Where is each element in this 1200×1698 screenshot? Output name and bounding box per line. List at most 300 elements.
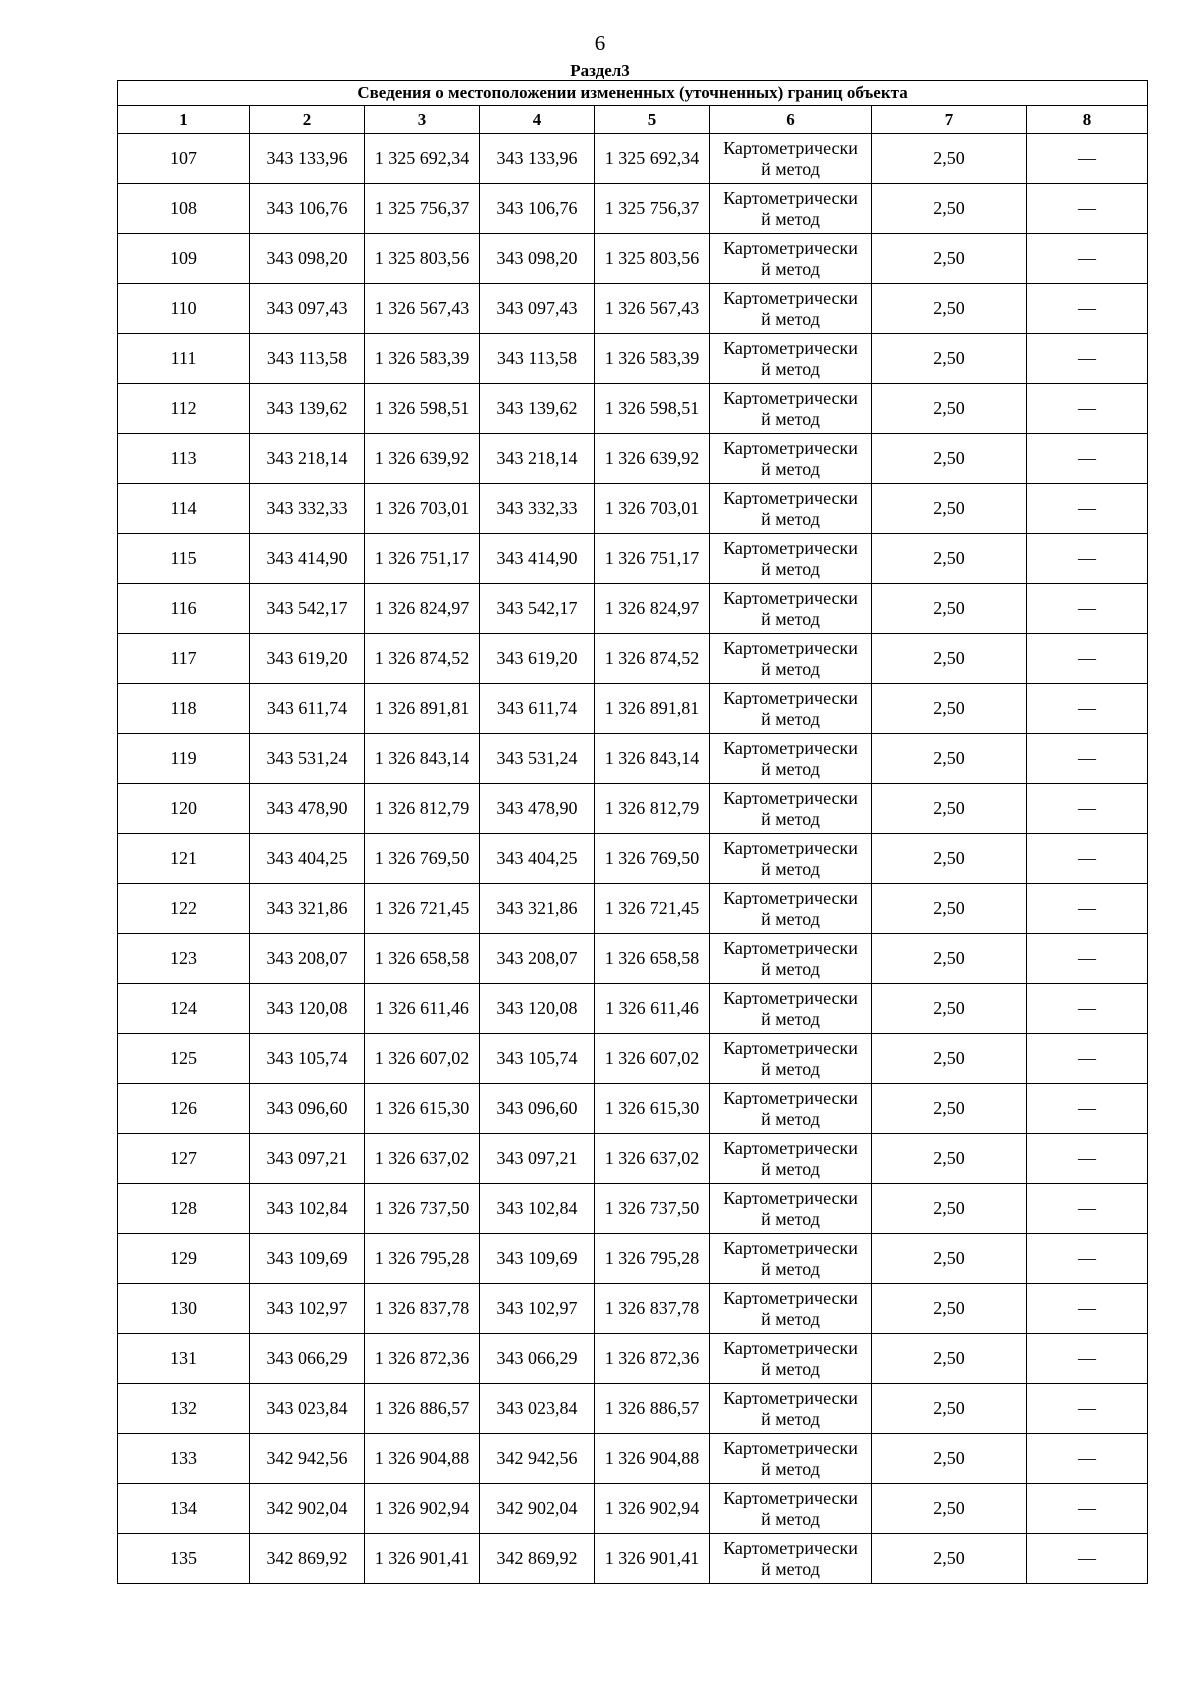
x-new-cell: 343 098,20	[480, 234, 595, 284]
table-row	[118, 1134, 1148, 1184]
x-existing-cell: 343 414,90	[250, 534, 365, 584]
y-new-cell: 1 326 639,92	[595, 434, 710, 484]
y-existing-cell: 1 326 872,36	[365, 1334, 480, 1384]
y-existing-cell: 1 326 703,01	[365, 484, 480, 534]
point-number-cell: 132	[118, 1384, 250, 1434]
table-row	[118, 1034, 1148, 1084]
accuracy-cell: 2,50	[872, 784, 1027, 834]
point-number-cell: 123	[118, 934, 250, 984]
x-existing-cell: 343 321,86	[250, 884, 365, 934]
x-new-cell: 343 332,33	[480, 484, 595, 534]
method-text-line: Картометрически	[723, 237, 858, 258]
y-existing-cell: 1 326 583,39	[365, 334, 480, 384]
x-existing-cell: 343 139,62	[250, 384, 365, 434]
method-text-line: Картометрически	[723, 987, 858, 1008]
point-number-cell: 107	[118, 134, 250, 184]
method-cell	[710, 434, 872, 484]
method-text-line: Картометрически	[723, 487, 858, 508]
description-cell: —	[1027, 1184, 1148, 1234]
method-text-line: й метод	[761, 808, 820, 829]
method-text-line: Картометрически	[723, 1337, 858, 1358]
y-existing-cell: 1 326 886,57	[365, 1384, 480, 1434]
y-new-cell: 1 325 803,56	[595, 234, 710, 284]
point-number-cell: 116	[118, 584, 250, 634]
method-cell	[710, 1134, 872, 1184]
column-number: 2	[250, 106, 365, 134]
boundary-coordinates-table	[117, 80, 1148, 1584]
point-number-cell: 115	[118, 534, 250, 584]
accuracy-cell: 2,50	[872, 884, 1027, 934]
x-existing-cell: 343 332,33	[250, 484, 365, 534]
method-text-line: Картометрически	[723, 1037, 858, 1058]
y-existing-cell: 1 326 812,79	[365, 784, 480, 834]
description-cell: —	[1027, 1434, 1148, 1484]
y-existing-cell: 1 326 824,97	[365, 584, 480, 634]
method-text-line: й метод	[761, 358, 820, 379]
accuracy-cell: 2,50	[872, 1084, 1027, 1134]
y-new-cell: 1 326 583,39	[595, 334, 710, 384]
point-number-cell: 128	[118, 1184, 250, 1234]
y-new-cell: 1 326 901,41	[595, 1534, 710, 1584]
point-number-cell: 131	[118, 1334, 250, 1384]
table-row	[118, 684, 1148, 734]
y-existing-cell: 1 326 721,45	[365, 884, 480, 934]
x-new-cell: 343 218,14	[480, 434, 595, 484]
table-row	[118, 1284, 1148, 1334]
table-row	[118, 284, 1148, 334]
x-existing-cell: 342 902,04	[250, 1484, 365, 1534]
table-row	[118, 134, 1148, 184]
y-existing-cell: 1 325 803,56	[365, 234, 480, 284]
table-row	[118, 1484, 1148, 1534]
method-cell	[710, 1384, 872, 1434]
y-new-cell: 1 326 658,58	[595, 934, 710, 984]
method-cell	[710, 1434, 872, 1484]
table-row	[118, 884, 1148, 934]
method-text-line: Картометрически	[723, 1387, 858, 1408]
method-text-line: й метод	[761, 1508, 820, 1529]
x-new-cell: 343 102,84	[480, 1184, 595, 1234]
x-existing-cell: 343 542,17	[250, 584, 365, 634]
method-cell	[710, 1234, 872, 1284]
method-text-line: й метод	[761, 1208, 820, 1229]
accuracy-cell: 2,50	[872, 1184, 1027, 1234]
accuracy-cell: 2,50	[872, 1234, 1027, 1284]
accuracy-cell: 2,50	[872, 834, 1027, 884]
y-existing-cell: 1 326 751,17	[365, 534, 480, 584]
method-text-line: Картометрически	[723, 1437, 858, 1458]
point-number-cell: 112	[118, 384, 250, 434]
accuracy-cell: 2,50	[872, 1484, 1027, 1534]
method-text-line: й метод	[761, 1458, 820, 1479]
accuracy-cell: 2,50	[872, 684, 1027, 734]
method-text-line: й метод	[761, 758, 820, 779]
y-existing-cell: 1 326 902,94	[365, 1484, 480, 1534]
method-cell	[710, 1034, 872, 1084]
method-text-line: й метод	[761, 208, 820, 229]
x-new-cell: 342 902,04	[480, 1484, 595, 1534]
y-new-cell: 1 326 737,50	[595, 1184, 710, 1234]
description-cell: —	[1027, 734, 1148, 784]
description-cell: —	[1027, 584, 1148, 634]
method-cell	[710, 1284, 872, 1334]
point-number-cell: 117	[118, 634, 250, 684]
method-text-line: й метод	[761, 1158, 820, 1179]
x-new-cell: 343 414,90	[480, 534, 595, 584]
accuracy-cell: 2,50	[872, 734, 1027, 784]
y-new-cell: 1 326 891,81	[595, 684, 710, 734]
method-cell	[710, 1084, 872, 1134]
method-cell	[710, 634, 872, 684]
point-number-cell: 126	[118, 1084, 250, 1134]
table-caption-row	[118, 81, 1148, 106]
x-existing-cell: 343 097,21	[250, 1134, 365, 1184]
x-existing-cell: 343 066,29	[250, 1334, 365, 1384]
description-cell: —	[1027, 784, 1148, 834]
method-text-line: Картометрически	[723, 787, 858, 808]
section-title: Раздел3	[570, 61, 630, 80]
description-cell: —	[1027, 1334, 1148, 1384]
method-cell	[710, 934, 872, 984]
method-cell	[710, 534, 872, 584]
description-cell: —	[1027, 1234, 1148, 1284]
accuracy-cell: 2,50	[872, 434, 1027, 484]
column-number: 3	[365, 106, 480, 134]
method-text-line: Картометрически	[723, 887, 858, 908]
table-row	[118, 484, 1148, 534]
x-new-cell: 343 106,76	[480, 184, 595, 234]
y-new-cell: 1 325 756,37	[595, 184, 710, 234]
x-new-cell: 343 133,96	[480, 134, 595, 184]
accuracy-cell: 2,50	[872, 384, 1027, 434]
table-row	[118, 634, 1148, 684]
description-cell: —	[1027, 1034, 1148, 1084]
accuracy-cell: 2,50	[872, 1284, 1027, 1334]
x-existing-cell: 343 096,60	[250, 1084, 365, 1134]
accuracy-cell: 2,50	[872, 1034, 1027, 1084]
x-new-cell: 343 478,90	[480, 784, 595, 834]
y-new-cell: 1 326 795,28	[595, 1234, 710, 1284]
y-new-cell: 1 326 902,94	[595, 1484, 710, 1534]
y-existing-cell: 1 326 843,14	[365, 734, 480, 784]
column-number: 5	[595, 106, 710, 134]
y-existing-cell: 1 326 901,41	[365, 1534, 480, 1584]
description-cell: —	[1027, 934, 1148, 984]
y-existing-cell: 1 326 769,50	[365, 834, 480, 884]
table-row	[118, 984, 1148, 1034]
method-text-line: й метод	[761, 658, 820, 679]
table-row	[118, 384, 1148, 434]
method-cell	[710, 684, 872, 734]
y-new-cell: 1 326 611,46	[595, 984, 710, 1034]
method-cell	[710, 784, 872, 834]
x-new-cell: 343 102,97	[480, 1284, 595, 1334]
accuracy-cell: 2,50	[872, 1384, 1027, 1434]
description-cell: —	[1027, 184, 1148, 234]
method-text-line: Картометрически	[723, 937, 858, 958]
accuracy-cell: 2,50	[872, 1134, 1027, 1184]
method-text-line: Картометрически	[723, 1487, 858, 1508]
method-text-line: Картометрически	[723, 837, 858, 858]
x-existing-cell: 343 478,90	[250, 784, 365, 834]
table-row	[118, 1384, 1148, 1434]
y-existing-cell: 1 326 891,81	[365, 684, 480, 734]
description-cell: —	[1027, 1284, 1148, 1334]
method-text-line: й метод	[761, 908, 820, 929]
table-row	[118, 734, 1148, 784]
x-existing-cell: 343 105,74	[250, 1034, 365, 1084]
point-number-cell: 110	[118, 284, 250, 334]
method-text-line: й метод	[761, 258, 820, 279]
method-text-line: й метод	[761, 158, 820, 179]
x-existing-cell: 343 097,43	[250, 284, 365, 334]
method-text-line: й метод	[761, 558, 820, 579]
method-cell	[710, 584, 872, 634]
y-new-cell: 1 326 843,14	[595, 734, 710, 784]
method-text-line: Картометрически	[723, 737, 858, 758]
y-new-cell: 1 326 769,50	[595, 834, 710, 884]
x-new-cell: 343 023,84	[480, 1384, 595, 1434]
point-number-cell: 122	[118, 884, 250, 934]
x-new-cell: 343 109,69	[480, 1234, 595, 1284]
y-new-cell: 1 326 567,43	[595, 284, 710, 334]
x-existing-cell: 343 208,07	[250, 934, 365, 984]
x-new-cell: 343 531,24	[480, 734, 595, 784]
table-row	[118, 1334, 1148, 1384]
x-new-cell: 343 611,74	[480, 684, 595, 734]
point-number-cell: 135	[118, 1534, 250, 1584]
table-row	[118, 784, 1148, 834]
method-text-line: й метод	[761, 708, 820, 729]
x-new-cell: 343 105,74	[480, 1034, 595, 1084]
method-text-line: Картометрически	[723, 587, 858, 608]
description-cell: —	[1027, 334, 1148, 384]
point-number-cell: 111	[118, 334, 250, 384]
accuracy-cell: 2,50	[872, 484, 1027, 534]
method-text-line: й метод	[761, 608, 820, 629]
accuracy-cell: 2,50	[872, 1534, 1027, 1584]
y-existing-cell: 1 325 756,37	[365, 184, 480, 234]
point-number-cell: 120	[118, 784, 250, 834]
method-cell	[710, 834, 872, 884]
table-row	[118, 1434, 1148, 1484]
x-new-cell: 343 096,60	[480, 1084, 595, 1134]
accuracy-cell: 2,50	[872, 134, 1027, 184]
point-number-cell: 127	[118, 1134, 250, 1184]
y-new-cell: 1 326 904,88	[595, 1434, 710, 1484]
description-cell: —	[1027, 534, 1148, 584]
method-cell	[710, 884, 872, 934]
x-existing-cell: 343 113,58	[250, 334, 365, 384]
y-existing-cell: 1 326 874,52	[365, 634, 480, 684]
point-number-cell: 121	[118, 834, 250, 884]
description-cell: —	[1027, 384, 1148, 434]
table-row	[118, 1234, 1148, 1284]
point-number-cell: 134	[118, 1484, 250, 1534]
table-row	[118, 234, 1148, 284]
x-new-cell: 343 208,07	[480, 934, 595, 984]
description-cell: —	[1027, 434, 1148, 484]
description-cell: —	[1027, 1534, 1148, 1584]
table-row	[118, 1184, 1148, 1234]
y-new-cell: 1 326 751,17	[595, 534, 710, 584]
accuracy-cell: 2,50	[872, 984, 1027, 1034]
y-new-cell: 1 326 812,79	[595, 784, 710, 834]
point-number-cell: 124	[118, 984, 250, 1034]
description-cell: —	[1027, 884, 1148, 934]
method-cell	[710, 1184, 872, 1234]
method-text-line: й метод	[761, 1108, 820, 1129]
point-number-cell: 133	[118, 1434, 250, 1484]
y-existing-cell: 1 326 567,43	[365, 284, 480, 334]
accuracy-cell: 2,50	[872, 634, 1027, 684]
accuracy-cell: 2,50	[872, 234, 1027, 284]
method-cell	[710, 184, 872, 234]
description-cell: —	[1027, 284, 1148, 334]
description-cell: —	[1027, 484, 1148, 534]
description-cell: —	[1027, 834, 1148, 884]
point-number-cell: 109	[118, 234, 250, 284]
method-text-line: й метод	[761, 1058, 820, 1079]
x-existing-cell: 343 218,14	[250, 434, 365, 484]
accuracy-cell: 2,50	[872, 1434, 1027, 1484]
table-row	[118, 1084, 1148, 1134]
y-new-cell: 1 326 703,01	[595, 484, 710, 534]
accuracy-cell: 2,50	[872, 534, 1027, 584]
method-text-line: й метод	[761, 1308, 820, 1329]
x-existing-cell: 343 023,84	[250, 1384, 365, 1434]
method-text-line: й метод	[761, 1408, 820, 1429]
y-existing-cell: 1 326 607,02	[365, 1034, 480, 1084]
x-new-cell: 343 120,08	[480, 984, 595, 1034]
method-cell	[710, 1484, 872, 1534]
description-cell: —	[1027, 234, 1148, 284]
method-text-line: Картометрически	[723, 1287, 858, 1308]
description-cell: —	[1027, 984, 1148, 1034]
method-text-line: Картометрически	[723, 1537, 858, 1558]
x-new-cell: 342 869,92	[480, 1534, 595, 1584]
method-text-line: й метод	[761, 308, 820, 329]
method-text-line: й метод	[761, 508, 820, 529]
y-new-cell: 1 326 637,02	[595, 1134, 710, 1184]
method-text-line: Картометрически	[723, 1187, 858, 1208]
y-new-cell: 1 325 692,34	[595, 134, 710, 184]
method-cell	[710, 234, 872, 284]
accuracy-cell: 2,50	[872, 1334, 1027, 1384]
description-cell: —	[1027, 1484, 1148, 1534]
y-new-cell: 1 326 872,36	[595, 1334, 710, 1384]
method-text-line: Картометрически	[723, 537, 858, 558]
y-new-cell: 1 326 824,97	[595, 584, 710, 634]
table-row	[118, 584, 1148, 634]
method-cell	[710, 334, 872, 384]
accuracy-cell: 2,50	[872, 934, 1027, 984]
y-existing-cell: 1 325 692,34	[365, 134, 480, 184]
point-number-cell: 113	[118, 434, 250, 484]
x-new-cell: 343 097,21	[480, 1134, 595, 1184]
point-number-cell: 119	[118, 734, 250, 784]
accuracy-cell: 2,50	[872, 584, 1027, 634]
table-row	[118, 434, 1148, 484]
column-number-row	[118, 106, 1148, 134]
method-text-line: Картометрически	[723, 637, 858, 658]
x-new-cell: 343 542,17	[480, 584, 595, 634]
method-text-line: й метод	[761, 858, 820, 879]
x-existing-cell: 343 404,25	[250, 834, 365, 884]
y-new-cell: 1 326 886,57	[595, 1384, 710, 1434]
method-cell	[710, 284, 872, 334]
table-caption: Сведения о местоположении измененных (уточненных) границ объекта	[118, 81, 1148, 106]
method-text-line: Картометрически	[723, 1237, 858, 1258]
y-new-cell: 1 326 837,78	[595, 1284, 710, 1334]
description-cell: —	[1027, 134, 1148, 184]
method-text-line: й метод	[761, 1558, 820, 1579]
accuracy-cell: 2,50	[872, 184, 1027, 234]
x-existing-cell: 343 619,20	[250, 634, 365, 684]
accuracy-cell: 2,50	[872, 284, 1027, 334]
x-new-cell: 343 404,25	[480, 834, 595, 884]
table-row	[118, 934, 1148, 984]
method-text-line: Картометрически	[723, 437, 858, 458]
method-cell	[710, 1334, 872, 1384]
method-text-line: Картометрически	[723, 1087, 858, 1108]
y-existing-cell: 1 326 637,02	[365, 1134, 480, 1184]
x-existing-cell: 343 120,08	[250, 984, 365, 1034]
x-existing-cell: 343 102,97	[250, 1284, 365, 1334]
method-cell	[710, 484, 872, 534]
y-existing-cell: 1 326 795,28	[365, 1234, 480, 1284]
x-new-cell: 342 942,56	[480, 1434, 595, 1484]
y-existing-cell: 1 326 837,78	[365, 1284, 480, 1334]
method-text-line: Картометрически	[723, 387, 858, 408]
page-number: 6	[594, 31, 606, 55]
method-cell	[710, 384, 872, 434]
method-text-line: й метод	[761, 1258, 820, 1279]
y-existing-cell: 1 326 598,51	[365, 384, 480, 434]
description-cell: —	[1027, 634, 1148, 684]
y-existing-cell: 1 326 639,92	[365, 434, 480, 484]
column-number: 1	[118, 106, 250, 134]
y-existing-cell: 1 326 615,30	[365, 1084, 480, 1134]
x-new-cell: 343 113,58	[480, 334, 595, 384]
point-number-cell: 130	[118, 1284, 250, 1334]
method-cell	[710, 984, 872, 1034]
y-existing-cell: 1 326 737,50	[365, 1184, 480, 1234]
x-new-cell: 343 097,43	[480, 284, 595, 334]
column-number: 6	[710, 106, 872, 134]
accuracy-cell: 2,50	[872, 334, 1027, 384]
table-row	[118, 834, 1148, 884]
method-text-line: Картометрически	[723, 337, 858, 358]
x-existing-cell: 343 611,74	[250, 684, 365, 734]
column-number: 8	[1027, 106, 1148, 134]
point-number-cell: 118	[118, 684, 250, 734]
x-existing-cell: 343 133,96	[250, 134, 365, 184]
y-existing-cell: 1 326 611,46	[365, 984, 480, 1034]
point-number-cell: 114	[118, 484, 250, 534]
y-new-cell: 1 326 615,30	[595, 1084, 710, 1134]
description-cell: —	[1027, 1134, 1148, 1184]
x-new-cell: 343 321,86	[480, 884, 595, 934]
column-number: 7	[872, 106, 1027, 134]
method-cell	[710, 134, 872, 184]
method-text-line: Картометрически	[723, 287, 858, 308]
method-text-line: Картометрически	[723, 137, 858, 158]
y-existing-cell: 1 326 658,58	[365, 934, 480, 984]
method-text-line: й метод	[761, 458, 820, 479]
description-cell: —	[1027, 684, 1148, 734]
x-new-cell: 343 066,29	[480, 1334, 595, 1384]
